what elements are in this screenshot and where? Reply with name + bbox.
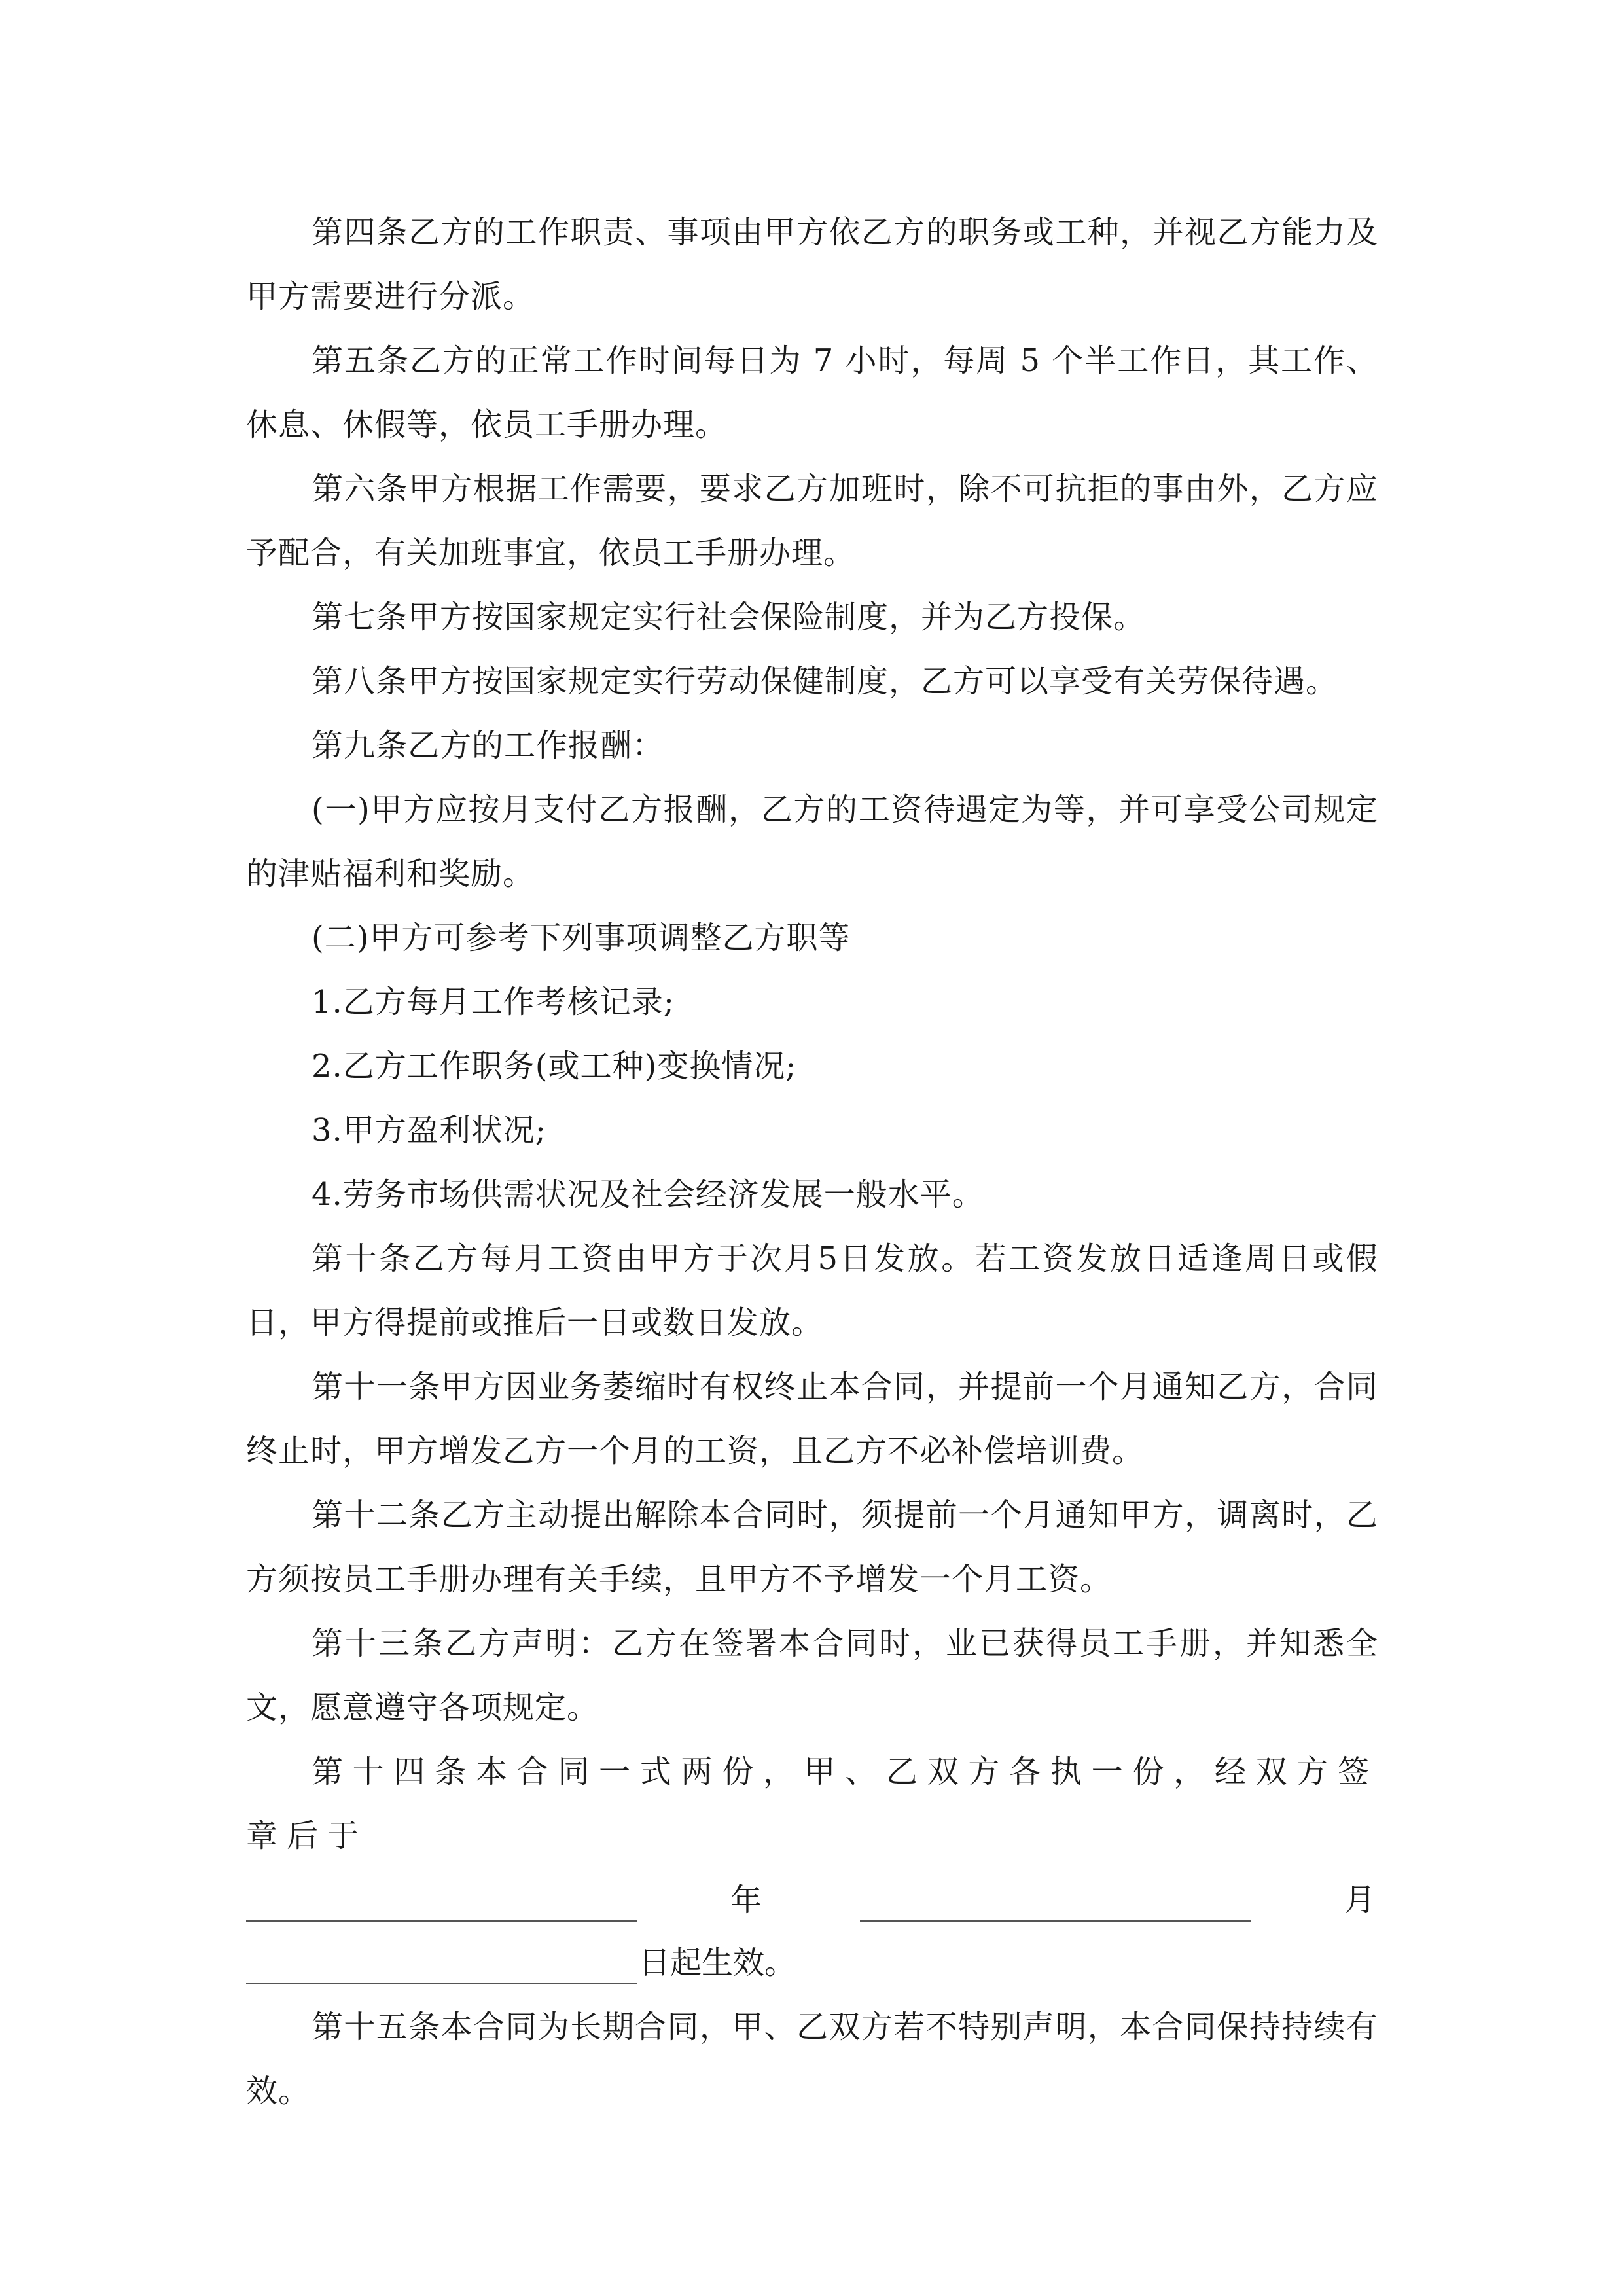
day-blank — [246, 1983, 637, 1984]
list-item-1: 1.乙方每月工作考核记录; — [312, 984, 675, 1020]
list-item-2: 2.乙方工作职务(或工种)变换情况; — [312, 1048, 797, 1085]
clause-7: 第七条甲方按国家规定实行社会保险制度，并为乙方投保。 — [312, 599, 1146, 636]
clause-4: 第四条乙方的工作职责、事项由甲方依乙方的职务或工种，并视乙方能力及甲方需要进行分派。 — [246, 214, 1378, 315]
clause-6: 第六条甲方根据工作需要，要求乙方加班时，除不可抗拒的事由外，乙方应予配合，有关加班事宜，依员工手册办理。 — [246, 471, 1378, 571]
month-blank — [860, 1920, 1251, 1922]
date-line-day — [246, 1931, 1378, 1995]
clause-9-item-1: (一)甲方应按月支付乙方报酬，乙方的工资待遇定为等，并可享受公司规定的津贴福利和奖励。 — [246, 791, 1378, 892]
clause-14: 第十四条本合同一式两份，甲、乙双方各执一份，经双方签章后于 — [246, 1753, 1378, 1854]
date-line-year-month — [246, 1868, 1378, 1931]
clause-9-item-2: (二)甲方可参考下列事项调整乙方职等 — [312, 920, 851, 956]
year-label: 年 — [730, 1882, 762, 1918]
clause-9: 第九条乙方的工作报酬： — [312, 727, 665, 764]
clause-15: 第十五条本合同为长期合同，甲、乙双方若不特别声明，本合同保持持续有效。 — [246, 2009, 1378, 2109]
clause-5: 第五条乙方的正常工作时间每日为 7 小时，每周 5 个半工作日，其工作、休息、休假等，依员工手册办理。 — [246, 342, 1378, 443]
list-item-3: 3.甲方盈利状况; — [312, 1112, 546, 1149]
clause-10: 第十条乙方每月工资由甲方于次月5日发放。若工资发放日适逢周日或假日，甲方得提前或推后一日或数日发放。 — [246, 1240, 1378, 1341]
clause-13: 第十三条乙方声明：乙方在签署本合同时，业已获得员工手册，并知悉全文，愿意遵守各项规定。 — [246, 1625, 1378, 1726]
clause-11: 第十一条甲方因业务萎缩时有权终止本合同，并提前一个月通知乙方，合同终止时，甲方增发乙方一个月的工资，且乙方不必补偿培训费。 — [246, 1369, 1378, 1469]
clause-8: 第八条甲方按国家规定实行劳动保健制度，乙方可以享受有关劳保待遇。 — [312, 663, 1338, 700]
year-blank — [246, 1920, 637, 1922]
list-item-4: 4.劳务市场供需状况及社会经济发展一般水平。 — [312, 1176, 984, 1213]
clause-12: 第十二条乙方主动提出解除本合同时，须提前一个月通知甲方，调离时，乙方须按员工手册办理有关手续，且甲方不予增发一个月工资。 — [246, 1497, 1378, 1598]
document-body — [246, 200, 1378, 2123]
month-label: 月 — [1344, 1882, 1376, 1918]
day-label: 日起生效。 — [639, 1945, 796, 1981]
